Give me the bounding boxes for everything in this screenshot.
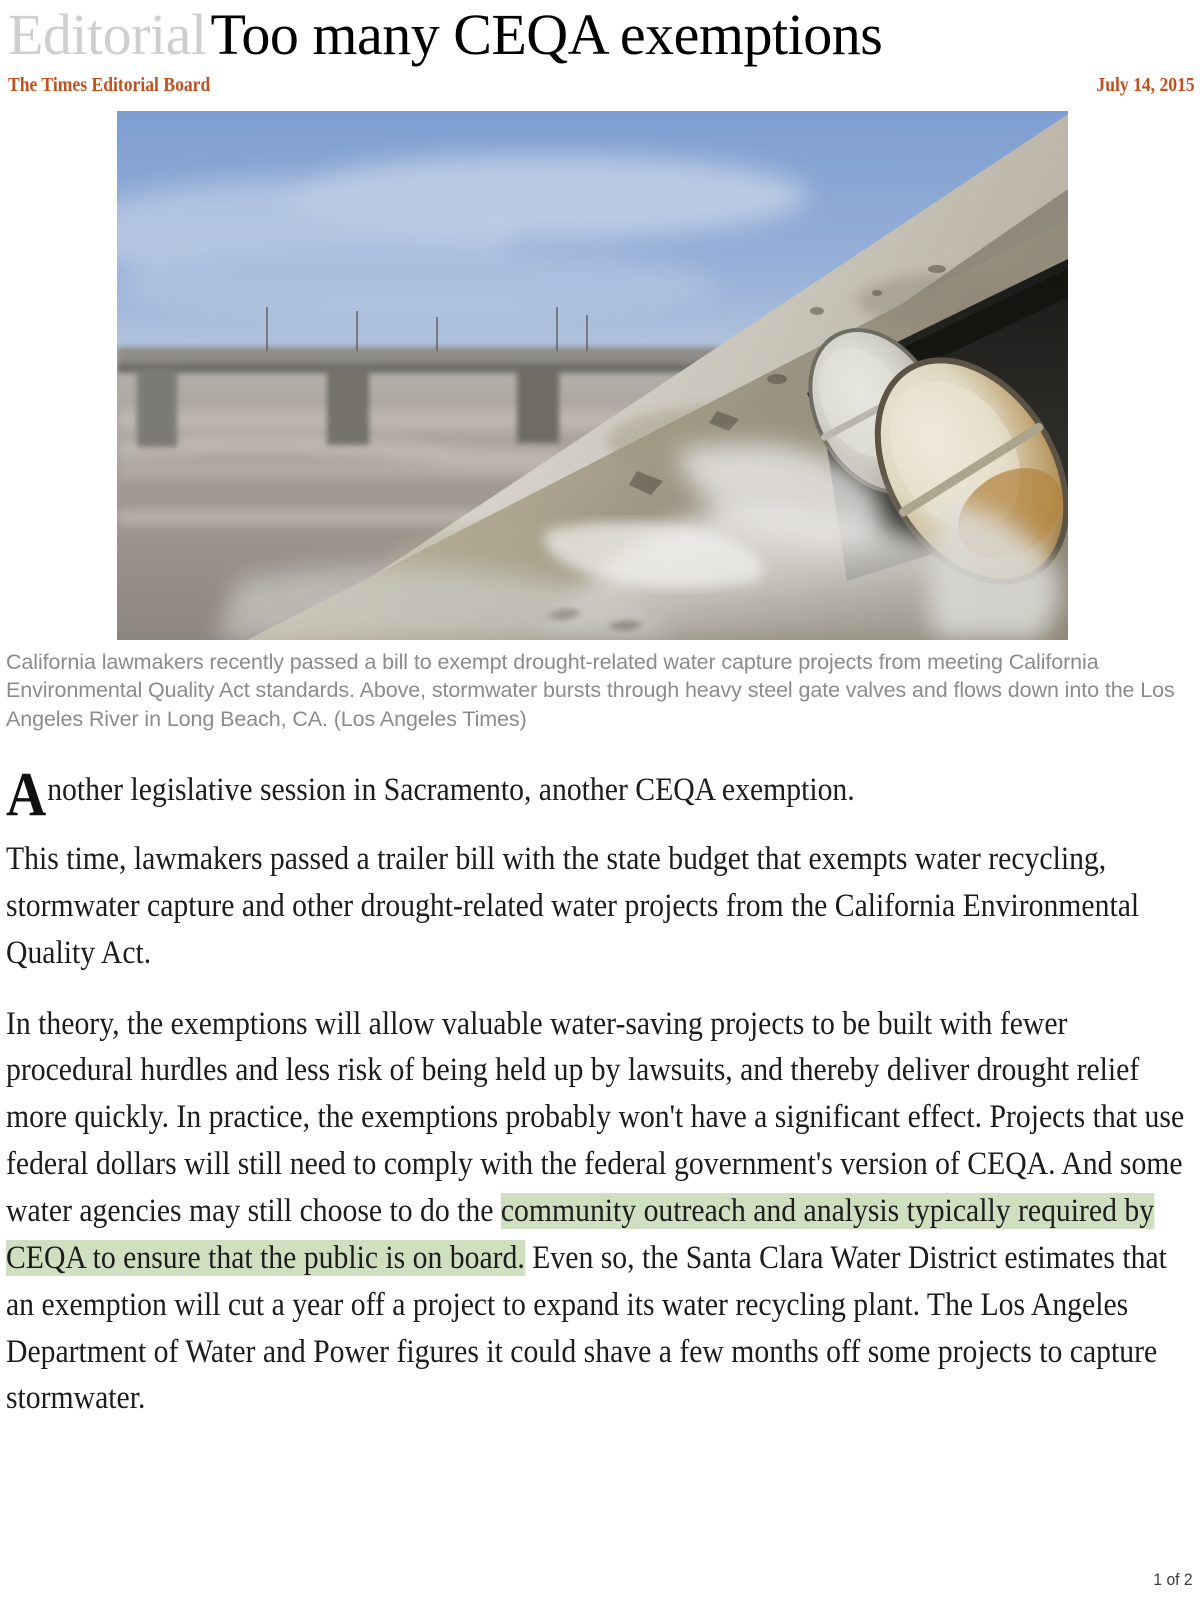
paragraph-3 [6,1001,1196,1423]
section-kicker: Editorial [8,2,207,67]
paragraph-3-lead: In theory, the exemptions will allow valuable water-saving projects to be built with fewer procedural hurdles and less risk of being held up by lawsuits, and thereby deliver drought relief more quickly. In practice, the exemptions probably won't have a significant effect. Projects that use federal dollars will still need to comply with the federal government's version of CEQA. And some water agencies may still choose to do the [6,1005,1185,1229]
byline-author: The Times Editorial Board [8,74,211,96]
byline-row [0,74,1203,100]
page-title: Too many CEQA exemptions [210,2,883,67]
article-body [0,761,1203,1422]
paragraph-3-tail: Even so, the Santa Clara Water District estimates that an exemption will cut a year off a project to expand its water recycling plant. The Los Angeles Department of Water and Power figures it could shave a few months off some projects to capture stormwater. [6,1239,1167,1417]
stormwater-gate-valves-photo [117,111,1068,640]
paragraph-2: This time, lawmakers passed a trailer bill with the state budget that exempts water recycling, stormwater capture and other drought-related water projects from the California Environmental Quality Act. [6,840,1140,971]
article-figure [0,111,1203,733]
page-footer: 1 of 2 [1153,1570,1193,1589]
highlighted-passage: community outreach and analysis typically required by CEQA to ensure that the public is on board. [6,1193,1155,1276]
paragraph-1-text: nother legislative session in Sacramento, another CEQA exemption. [47,772,855,809]
paragraph-1 [6,761,1196,830]
figure-caption: California lawmakers recently passed a bill to exempt drought-related water capture projects from meeting California Environmental Quality Act standards. Above, stormwater bursts through heavy steel gate valves and flows down into the Los Angeles River in Long Beach, CA. (Los Angeles Times) [6,650,1175,731]
masthead [0,0,1203,67]
drop-cap: A [6,761,47,830]
publication-date: July 14, 2015 [1096,74,1195,96]
